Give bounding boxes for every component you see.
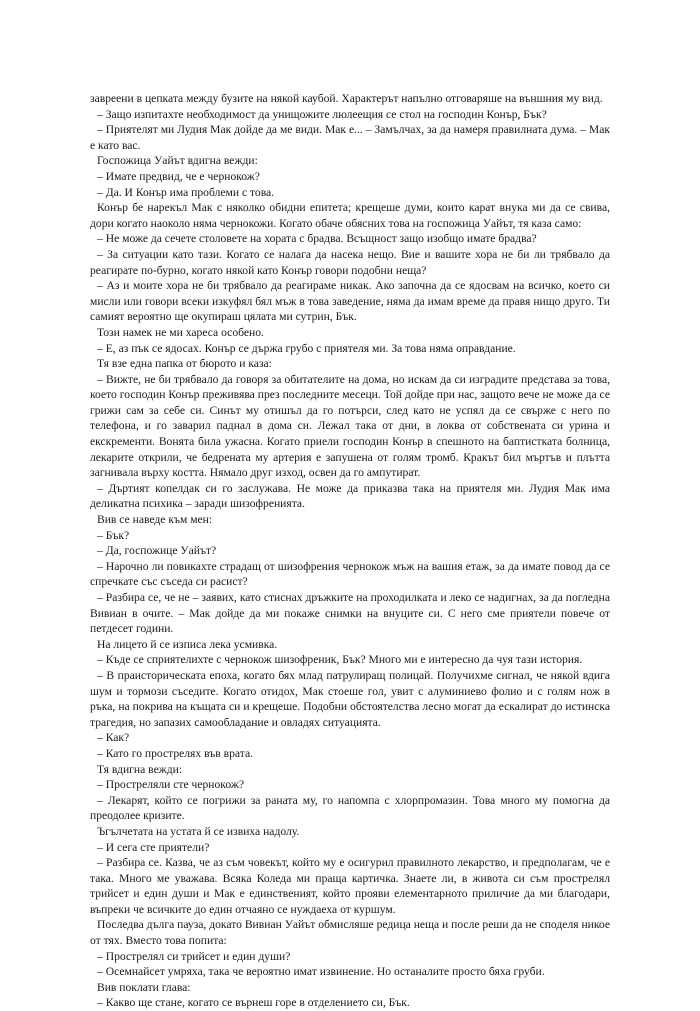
document-page xyxy=(90,91,610,1011)
paragraph: – Простреляли сте чернокож? xyxy=(97,778,244,792)
paragraph: – Вижте, не би трябвало да говоря за обитателите на дома, но искам да си изградите представа за това, което господин Конър преживява през последните месеци. Той дойде при нас, защото вече не може да се грижи сам за себе си. Синът му отишъл да го потърси, след като не успял да се свърже с него по телефона, и го заварил паднал в дома си. Лежал така от дни, в локва от собствената си урина и екскременти. Вонята била ужасна. Когато приели господин Конър в спешното на баптистката болница, лекарите открили, че бедрената му артерия е запушена от голям тромб. Кракът бил мъртъв и плътта загнивала върху костта. Нямало друг изход, освен да го ампутират. xyxy=(90,372,610,480)
paragraph: На лицето й се изписа лека усмивка. xyxy=(97,637,278,651)
paragraph: – Не може да сечете столовете на хората с брадва. Всъщност защо изобщо имате брадва? xyxy=(97,232,537,246)
paragraph: Тя вдигна вежди: xyxy=(97,762,183,776)
paragraph: – Е, аз пък се ядосах. Конър се държа грубо с приятеля ми. За това няма оправдание. xyxy=(97,341,516,355)
paragraph: Ъгълчетата на устата й се извиха надолу. xyxy=(97,824,300,838)
paragraph: – Къде се сприятелихте с чернокож шизофреник, Бък? Много ми е интересно да чуя тази история. xyxy=(97,653,583,667)
paragraph: – Осемнайсет умряха, така че вероятно имат извинение. Но останалите просто бяха груби. xyxy=(97,965,545,979)
paragraph: Госпожица Уайът вдигна вежди: xyxy=(97,154,258,168)
paragraph: – Прострелял си трийсет и един души? xyxy=(97,949,291,963)
paragraph: Този намек не ми хареса особено. xyxy=(97,325,264,339)
paragraph: – Приятелят ми Лудия Мак дойде да ме види. Мак е... – Замълчах, за да намеря правилната дума. – Мак е като вас. xyxy=(90,123,610,152)
paragraph: – Защо изпитахте необходимост да унищожите люлеещия се стол на господин Конър, Бък? xyxy=(97,107,547,121)
paragraph: – Имате предвид, че е чернокож? xyxy=(97,169,260,183)
paragraph: Вив поклати глава: xyxy=(97,980,191,994)
paragraph: Вив се наведе към мен: xyxy=(97,513,213,527)
paragraph: Тя взе една папка от бюрото и каза: xyxy=(97,357,272,371)
paragraph: Последва дълга пауза, докато Вивиан Уайът обмисляше редица неща и после реши да не споделя никое от тях. Вместо това попита: xyxy=(90,918,610,948)
paragraph: – Разбира се, че не – заявих, като стиснах дръжките на проходилката и леко се надигнах, за да погледна Вивиан в очите. – Мак дойде да ми покаже снимки на внуците си. С него сме приятели повече от петдесет години. xyxy=(90,591,610,636)
paragraph: – Да, госпожице Уайът? xyxy=(97,544,217,558)
paragraph: – В праисторическата епоха, когато бях млад патрулиращ полицай. Получихме сигнал, че някой вдига шум и тормози съседите. Когато отидох, Мак стоеше гол, увит с алуминиево фолио и с голям нож в ръка, на покрива на къщата си и крещеше. Подобни обстоятелства лесно могат да ескалират до истинска трагедия, но запазих самообладание и овладях ситуацията. xyxy=(90,668,610,729)
paragraph: – Да. И Конър има проблеми с това. xyxy=(97,185,275,199)
paragraph: – Като го прострелях във врата. xyxy=(97,746,254,760)
paragraph: завреени в цепката между бузите на някой каубой. Характерът напълно отговаряше на външния му вид. xyxy=(90,92,603,105)
paragraph: – Лекарят, който се погрижи за раната му, го напомпа с хлорпромазин. Това много му помогна да преодолее кризите. xyxy=(90,793,610,823)
paragraph: Конър бе нарекъл Мак с няколко обидни епитета; крещеше думи, които карат внука ми да се свива, дори когато наоколо няма чернокожи. Когато обаче обясних това на госпожица Уайът, тя каза само: xyxy=(90,201,610,230)
paragraph: – За ситуации като тази. Когато се налага да насека нещо. Вие и вашите хора не би ли трябвало да реагирате по-бурно, когато някой като Конър говори подобни неща? xyxy=(90,247,610,277)
paragraph: – Какво ще стане, когато се върнеш горе в отделението си, Бък. xyxy=(97,996,410,1010)
paragraph: – Дъртият копелдак си го заслужава. Не може да приказва така на приятеля ми. Лудия Мак има деликатна психика – заради шизофренията. xyxy=(90,481,610,511)
paragraph: – Бък? xyxy=(97,528,130,542)
paragraph: – Разбира се. Казва, че аз съм човекът, който му е осигурил правилното лекарство, и предполагам, че е така. Много ме уважава. Всяка Коледа ми праща картичка. Знаете ли, в живота си съм прострелял трийсет и един души и Мак е единственият, който прояви елементарното приличие да ми благодари, въпреки че всичките до един отчаяно се нуждаеха от куршум. xyxy=(90,856,610,916)
paragraph: – Аз и моите хора не би трябвало да реагираме никак. Ако започна да се ядосвам на всичко, което си мисли или говори всеки изкуфял бял мъж в това заведение, няма да имам време да правя нищо друго. Ти самият вероятно ще окупираш цялата ми сутрин, Бък. xyxy=(90,279,610,324)
paragraph: – Нарочно ли повикахте страдащ от шизофрения чернокож мъж на вашия етаж, за да имате повод да се спречкате със съседа си расист? xyxy=(90,559,610,589)
paragraph: – И сега сте приятели? xyxy=(97,840,210,854)
paragraph: – Как? xyxy=(97,731,130,745)
